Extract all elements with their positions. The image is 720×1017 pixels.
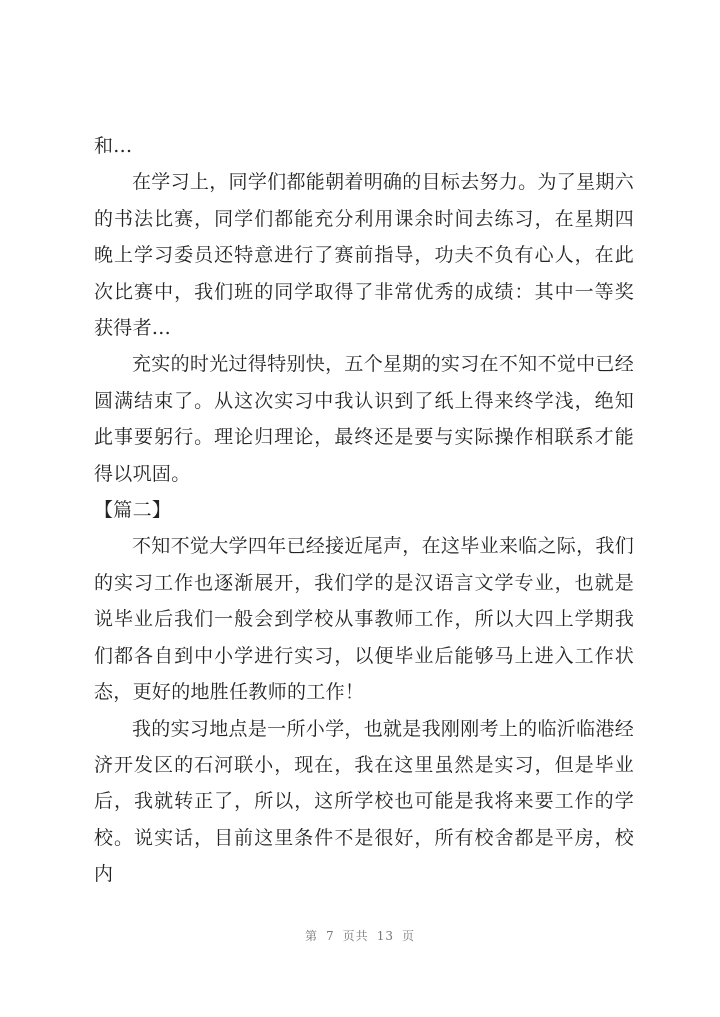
paragraph-graduation: 不知不觉大学四年已经接近尾声，在这毕业来临之际，我们的实习工作也逐渐展开，我们学的是汉语言文学专业，也就是说毕业后我们一般会到学校从事教师工作，所以大四上学期我们都各自到中小学进行实习，以便毕业后能够马上进入工作状态，更好的地胜任教师的工作！ — [94, 535, 634, 704]
footer-middle: 页共 — [342, 929, 369, 943]
section-heading: 【篇二】 — [94, 499, 172, 522]
document-body — [94, 128, 634, 893]
footer-total-pages: 13 — [376, 929, 394, 943]
paragraph-study: 在学习上，同学们都能朝着明确的目标去努力。为了星期六的书法比赛，同学们都能充分利用课余时间去练习，在星期四晚上学习委员还特意进行了赛前指导，功夫不负有心人，在此次比赛中，我们班的同学取得了非常优秀的成绩：其中一等奖获得者... — [94, 171, 634, 340]
footer-prefix: 第 — [305, 929, 319, 943]
page-number-footer — [0, 927, 720, 944]
paragraph-internship-location: 我的实习地点是一所小学，也就是我刚刚考上的临沂临港经济开发区的石河联小，现在，我在这里虽然是实习，但是毕业后，我就转正了，所以，这所学校也可能是我将来要工作的学校。说实话，目前这里条件不是很好，所有校舍都是平房，校内 — [94, 717, 634, 886]
paragraph-internship-end: 充实的时光过得特别快，五个星期的实习在不知不觉中已经圆满结束了。从这次实习中我认识到了纸上得来终学浅，绝知此事要躬行。理论归理论，最终还是要与实际操作相联系才能得以巩固。 — [94, 353, 634, 485]
paragraph-continuation: 和... — [94, 135, 133, 157]
footer-suffix: 页 — [401, 929, 415, 943]
footer-page-number: 7 — [326, 929, 335, 943]
